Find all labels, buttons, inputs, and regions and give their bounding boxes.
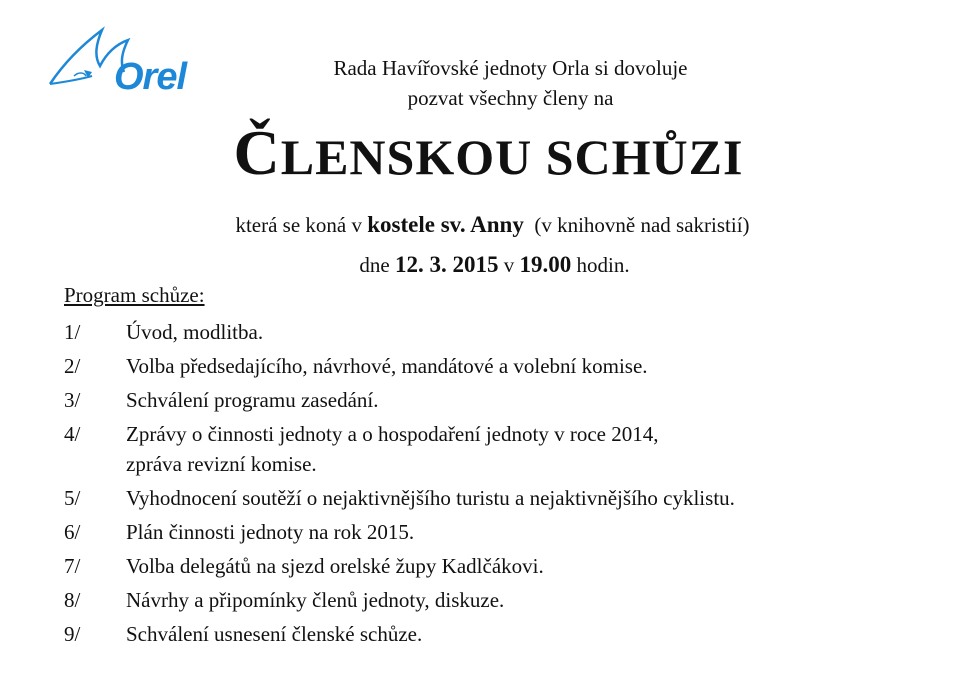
item-text: Úvod, modlitba. <box>126 320 264 344</box>
title-rest: LENSKOU SCHŮZI <box>280 129 744 185</box>
title-initial: Č <box>233 117 281 188</box>
venue-prefix: která se koná v <box>235 213 368 237</box>
item-text: Zprávy o činnosti jednoty a o hospodaření jednoty v roce 2014, <box>126 422 659 446</box>
program-title: Program schůze: <box>64 283 205 307</box>
venue-place: kostele sv. Anny <box>367 212 524 237</box>
item-number: 3/ <box>64 388 81 412</box>
item-number: 7/ <box>64 554 81 578</box>
item-text: Volba předsedajícího, návrhové, mandátové a volební komise. <box>126 354 648 378</box>
intro-line-2: pozvat všechny členy na <box>407 86 614 110</box>
item-number: 2/ <box>64 354 81 378</box>
item-number: 8/ <box>64 588 81 612</box>
item-number: 1/ <box>64 320 81 344</box>
item-text: Schválení programu zasedání. <box>126 388 379 412</box>
item-number: 4/ <box>64 422 81 446</box>
item-text: Plán činnosti jednoty na rok 2015. <box>126 520 415 544</box>
item-text: Návrhy a připomínky členů jednoty, diskuze. <box>126 588 505 612</box>
venue-suffix: (v knihovně nad sakristií) <box>523 213 750 237</box>
meeting-time: 19.00 <box>519 252 572 277</box>
date-middle: v <box>498 253 520 277</box>
item-text: Schválení usnesení členské schůze. <box>126 622 423 646</box>
item-number: 9/ <box>64 622 81 646</box>
intro-line-1: Rada Havířovské jednoty Orla si dovoluje <box>333 56 688 80</box>
meeting-date: 12. 3. 2015 <box>394 252 499 277</box>
item-number: 5/ <box>64 486 81 510</box>
date-line <box>6 252 977 278</box>
date-suffix: hodin. <box>571 253 630 277</box>
item-text: Volba delegátů na sjezd orelské župy Kadlčákovi. <box>126 554 544 578</box>
logo-text: Orel <box>114 56 187 98</box>
page-title <box>0 116 977 190</box>
item-text: Vyhodnocení soutěží o nejaktivnějšího turistu a nejaktivnějšího cyklistu. <box>126 486 735 510</box>
item-number: 6/ <box>64 520 81 544</box>
date-prefix: dne <box>359 253 395 277</box>
venue-line <box>4 212 977 238</box>
item-text-continued: zpráva revizní komise. <box>126 452 317 476</box>
